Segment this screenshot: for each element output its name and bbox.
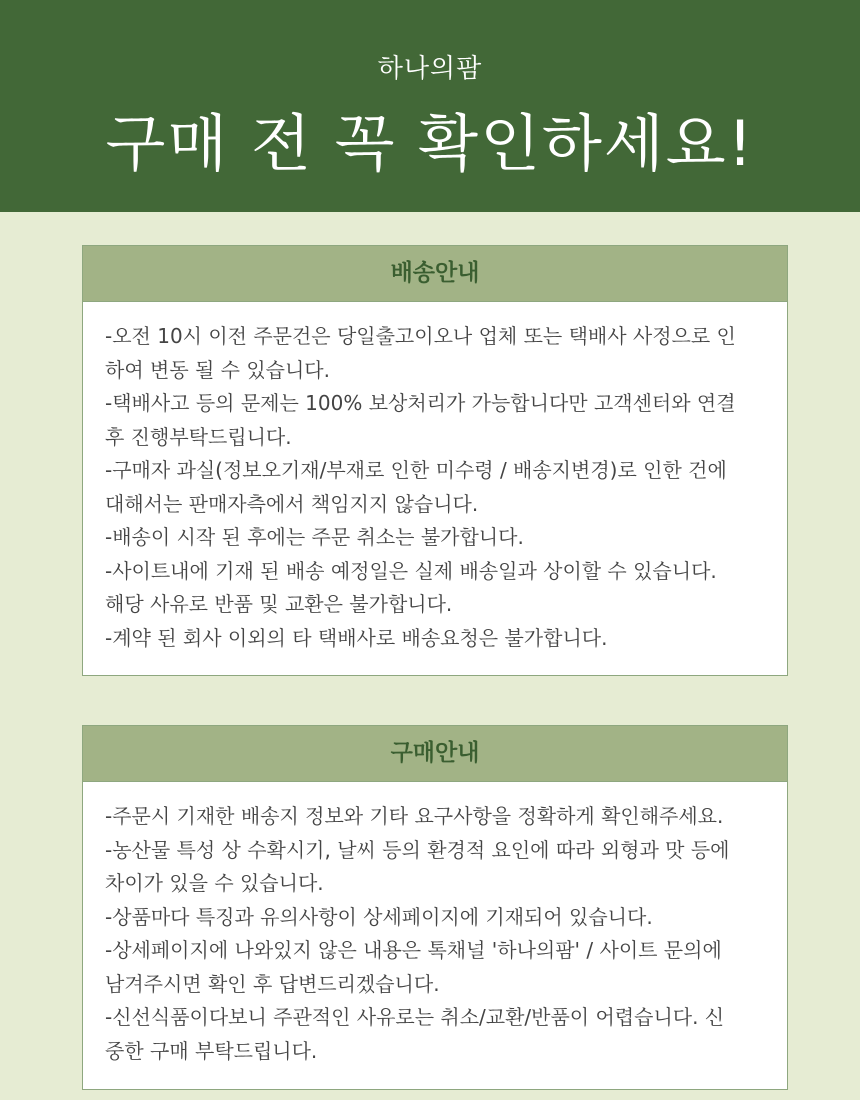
purchase-info-panel	[82, 725, 788, 1090]
shipping-info-line: 해당 사유로 반품 및 교환은 불가합니다.	[105, 592, 453, 616]
shipping-info-line: -택배사고 등의 문제는 100% 보상처리가 가능합니다만 고객센터와 연결	[105, 391, 736, 415]
shipping-info-panel	[82, 245, 788, 676]
purchase-info-line: -농산물 특성 상 수확시기, 날씨 등의 환경적 요인에 따라 외형과 맛 등에	[105, 837, 730, 862]
shipping-info-line: -오전 10시 이전 주문건은 당일출고이오나 업체 또는 택배사 사정으로 인	[105, 324, 736, 348]
purchase-info-line: -신선식품이다보니 주관적인 사유로는 취소/교환/반품이 어렵습니다. 신	[105, 1005, 725, 1029]
purchase-info-line: 중한 구매 부탁드립니다.	[105, 1038, 318, 1063]
shipping-info-line: -구매자 과실(정보오기재/부재로 인한 미수령 / 배송지변경)로 인한 건에	[105, 458, 727, 482]
purchase-info-line: -상품마다 특징과 유의사항이 상세페이지에 기재되어 있습니다.	[105, 904, 653, 929]
shipping-info-body	[83, 302, 787, 655]
purchase-info-line: 남겨주시면 확인 후 답변드리겠습니다.	[105, 971, 440, 996]
shipping-info-line: 대해서는 판매자측에서 책임지지 않습니다.	[105, 491, 479, 516]
purchase-info-line: -상세페이지에 나와있지 않은 내용은 톡채널 '하나의팜' / 사이트 문의에	[105, 938, 722, 962]
purchase-info-title: 구매안내	[83, 726, 787, 782]
shipping-info-line: -배송이 시작 된 후에는 주문 취소는 불가합니다.	[105, 525, 524, 549]
shipping-info-line: -계약 된 회사 이외의 타 택배사로 배송요청은 불가합니다.	[105, 625, 608, 650]
brand-name: 하나의팜	[377, 54, 483, 84]
purchase-info-line: -주문시 기재한 배송지 정보와 기타 요구사항을 정확하게 확인해주세요.	[105, 804, 724, 828]
purchase-info-line: 차이가 있을 수 있습니다.	[105, 871, 324, 895]
page-headline: 구매 전 꼭 확인하세요!	[105, 107, 755, 180]
purchase-info-body	[83, 782, 787, 1068]
shipping-info-line: -사이트내에 기재 된 배송 예정일은 실제 배송일과 상이할 수 있습니다.	[105, 558, 717, 583]
shipping-info-line: 후 진행부탁드립니다.	[105, 424, 292, 449]
header-banner	[0, 0, 860, 212]
shipping-info-title: 배송안내	[83, 246, 787, 302]
shipping-info-line: 하여 변동 될 수 있습니다.	[105, 357, 330, 382]
